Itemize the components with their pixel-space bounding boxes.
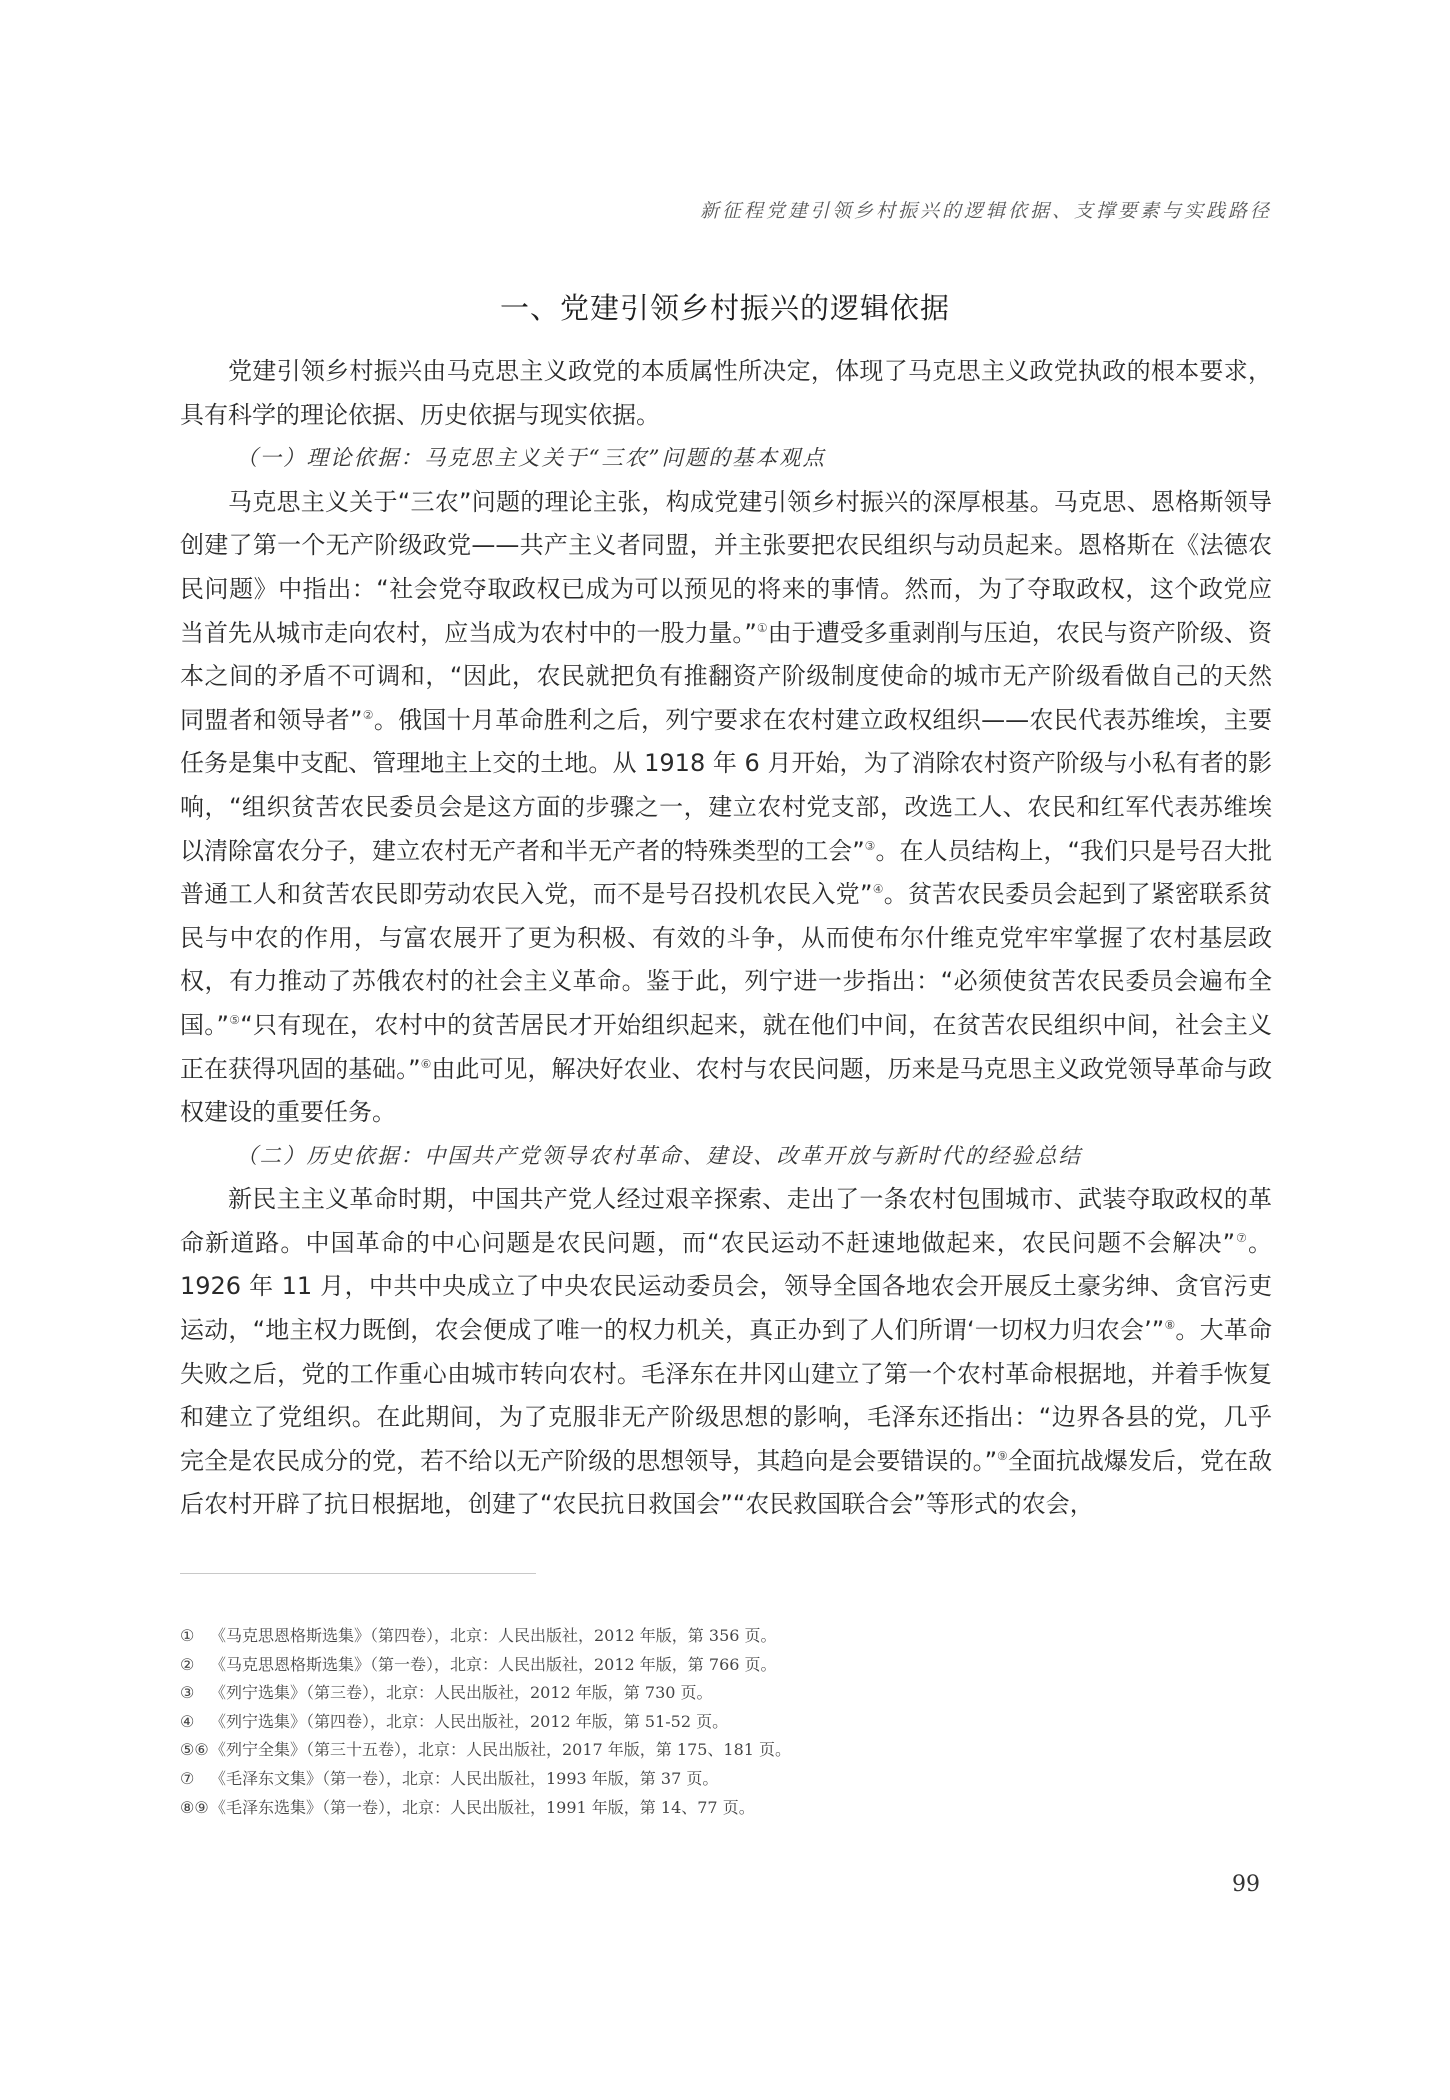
note-mark[interactable]: ⑨ xyxy=(997,1448,1008,1463)
paragraph-history xyxy=(180,1178,1272,1527)
paragraph-text: 。俄国十月革命胜利之后，列宁要求在农村建立政权组织——农民代表苏维埃，主要任务是集中支配、管理地主上交的土地。从 1918 年 6 月开始，为了消除农村资产阶级与小私有者的影响，“组织贫苦农民委员会是这方面的步骤之一，建立农村党支部，改选工人、农民和红军代表苏维埃以清除富农分子，建立农村无产者和半无产者的特殊类型的工会” xyxy=(180,705,1273,865)
note-mark[interactable]: ③ xyxy=(864,838,876,853)
paragraph-text: 。1926 年 11 月，中共中央成立了中央农民运动委员会，领导全国各地农会开展反土豪劣绅、贪官污吏运动，“地主权力既倒，农会便成了唯一的权力机关，真正办到了人们所谓‘一切权力归农会’” xyxy=(180,1228,1272,1345)
footnote-mark: ③ xyxy=(180,1683,195,1703)
footnote-mark: ④ xyxy=(180,1711,195,1731)
footnote-text: 《毛泽东文集》（第一卷），北京：人民出版社，1993 年版，第 37 页。 xyxy=(210,1768,719,1788)
section-title: 一、党建引领乡村振兴的逻辑依据 xyxy=(499,291,950,325)
paragraph-text: “只有现在，农村中的贫苦居民才开始组织起来，就在他们中间，在贫苦农民组织中间，社会主义正在获得巩固的基础。” xyxy=(180,1010,1272,1083)
footnote-text: 《毛泽东选集》（第一卷），北京：人民出版社，1991 年版，第 14、77 页。 xyxy=(210,1797,755,1817)
note-mark[interactable]: ① xyxy=(756,620,768,635)
subheading-theory: （一）理论依据：马克思主义关于“三农”问题的基本观点 xyxy=(236,446,826,472)
footnote-mark: ⑦ xyxy=(180,1768,195,1788)
footnote-text: 《列宁选集》（第三卷），北京：人民出版社，2012 年版，第 730 页。 xyxy=(210,1683,713,1703)
paragraph-text: 全面抗战爆发后，党在敌后农村开辟了抗日根据地，创建了“农民抗日救国会”“农民救国联合会”等形式的农会， xyxy=(180,1446,1273,1519)
note-mark[interactable]: ④ xyxy=(872,882,884,897)
footnote xyxy=(180,1765,1272,1794)
note-mark[interactable]: ⑤ xyxy=(228,1012,241,1027)
footnote xyxy=(180,1679,1272,1708)
footnote-text: 《列宁全集》（第三十五卷），北京：人民出版社，2017 年版，第 175、181 页。 xyxy=(210,1740,792,1760)
note-mark[interactable]: ② xyxy=(362,707,374,722)
paragraph-text: 由此可见，解决好农业、农村与农民问题，历来是马克思主义政党领导革命与政权建设的重要任务。 xyxy=(180,1054,1272,1127)
footnote xyxy=(180,1622,1272,1651)
note-mark[interactable]: ⑥ xyxy=(420,1056,432,1071)
note-mark[interactable]: ⑧ xyxy=(1164,1318,1176,1333)
page-number: 99 xyxy=(1232,1872,1260,1897)
footnote-mark: ① xyxy=(180,1626,195,1645)
footnote-mark: ⑤⑥ xyxy=(180,1740,209,1760)
paragraph-intro: 党建引领乡村振兴由马克思主义政党的本质属性所决定，体现了马克思主义政党执政的根本要求，具有科学的理论依据、历史依据与现实依据。 xyxy=(180,357,1272,429)
paragraph-text: 。大革命失败之后，党的工作重心由城市转向农村。毛泽东在井冈山建立了第一个农村革命根据地，并着手恢复和建立了党组织。在此期间，为了克服非无产阶级思想的影响，毛泽东还指出：“边界各县的党，几乎完全是农民成分的党，若不给以无产阶级的思想领导，其趋向是会要错误的。” xyxy=(180,1316,1273,1475)
note-mark[interactable]: ⑦ xyxy=(1235,1230,1248,1245)
footnote-text: 《马克思恩格斯选集》（第四卷），北京：人民出版社，2012 年版，第 356 页。 xyxy=(210,1626,777,1645)
footnote-mark: ⑧⑨ xyxy=(180,1797,209,1817)
footnote xyxy=(180,1794,1272,1823)
footnote xyxy=(180,1708,1272,1737)
footnote-divider xyxy=(180,1573,536,1574)
footnote xyxy=(180,1736,1272,1765)
footnote xyxy=(180,1651,1272,1680)
footnotes xyxy=(180,1622,1272,1822)
subheading-history: （二）历史依据：中国共产党领导农村革命、建设、改革开放与新时代的经验总结 xyxy=(236,1143,1083,1169)
body-text xyxy=(180,350,1272,1527)
running-header: 新征程党建引领乡村振兴的逻辑依据、支撑要素与实践路径 xyxy=(699,200,1272,222)
paragraph-text: 新民主主义革命时期，中国共产党人经过艰辛探索、走出了一条农村包围城市、武装夺取政权的革命新道路。中国革命的中心问题是农民问题，而“农民运动不赶速地做起来，农民问题不会解决” xyxy=(180,1185,1272,1257)
paragraph-text: 由于遭受多重剥削与压迫，农民与资产阶级、资本之间的矛盾不可调和，“因此，农民就把负有推翻资产阶级制度使命的城市无产阶级看做自己的天然同盟者和领导者” xyxy=(180,618,1273,734)
paragraph-text: 。贫苦农民委员会起到了紧密联系贫民与中农的作用，与富农展开了更为积极、有效的斗争，从而使布尔什维克党牢牢掌握了农村基层政权，有力推动了苏俄农村的社会主义革命。鉴于此，列宁进一步指出：“必须使贫苦农民委员会遍布全国。” xyxy=(180,880,1272,1039)
footnote-mark: ② xyxy=(180,1654,195,1674)
paragraph-text: 。在人员结构上，“我们只是号召大批普通工人和贫苦农民即劳动农民入党，而不是号召投机农民入党” xyxy=(180,836,1272,909)
paragraph-theory xyxy=(180,481,1272,1135)
footnote-text: 《列宁选集》（第四卷），北京：人民出版社，2012 年版，第 51-52 页。 xyxy=(210,1711,729,1731)
footnote-text: 《马克思恩格斯选集》（第一卷），北京：人民出版社，2012 年版，第 766 页。 xyxy=(210,1654,777,1674)
paragraph-text: 马克思主义关于“三农”问题的理论主张，构成党建引领乡村振兴的深厚根基。马克思、恩格斯领导创建了第一个无产阶级政党——共产主义者同盟，并主张要把农民组织与动员起来。恩格斯在《法德农民问题》中指出：“社会党夺取政权已成为可以预见的将来的事情。然而，为了夺取政权，这个政党应当首先从城市走向农村，应当成为农村中的一股力量。” xyxy=(180,487,1272,647)
